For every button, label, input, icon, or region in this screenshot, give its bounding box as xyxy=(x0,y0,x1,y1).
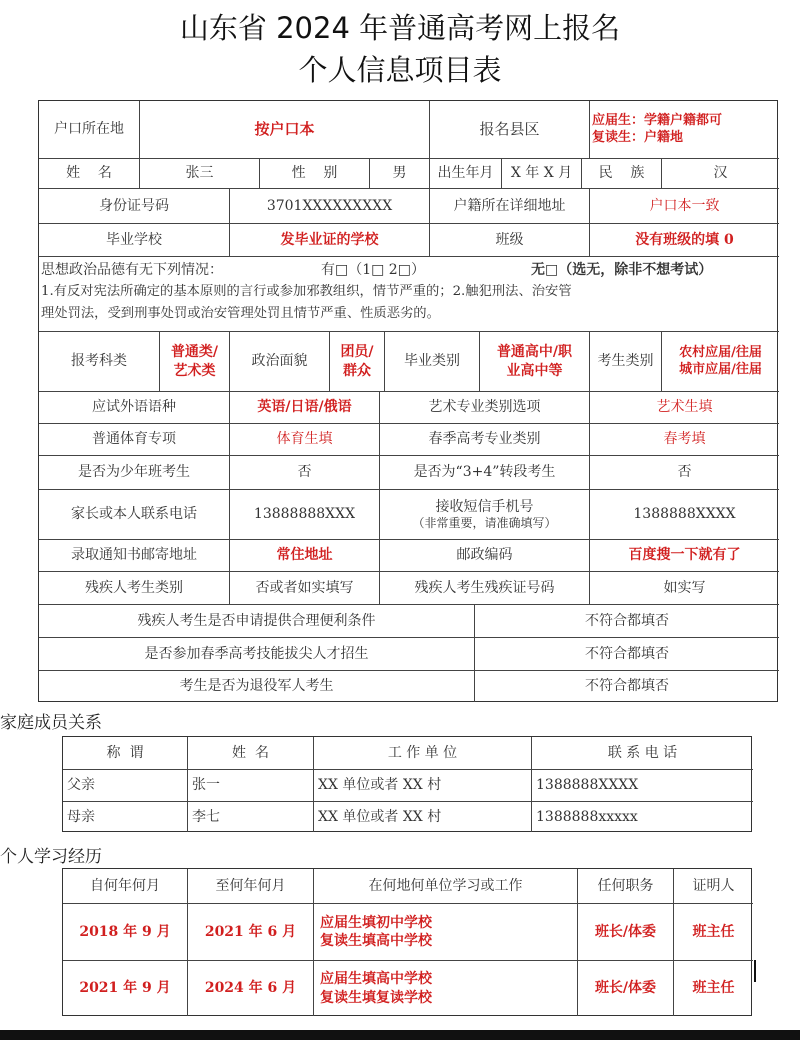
hukou-value[interactable]: 按户口本 xyxy=(139,101,429,158)
political-value-line2: 群众 xyxy=(343,362,371,379)
hukou-label: 户口所在地 xyxy=(54,121,124,138)
birth-value[interactable]: X 年 X 月 xyxy=(501,158,581,188)
family-cell-name[interactable]: 李七 xyxy=(187,801,313,832)
family-cell-phone[interactable]: 1388888XXXX xyxy=(531,769,753,801)
moral-text-1: 1.有反对宪法所确定的基本原则的言行或参加邪教组织，情节严重的；2.触犯刑法、治安管 xyxy=(41,284,572,299)
grad-label: 毕业类别 xyxy=(384,331,479,391)
study-table xyxy=(62,868,752,1016)
discert-label: 残疾人考生残疾证号码 xyxy=(379,571,589,604)
family-header-work: 工 作 单 位 xyxy=(313,737,531,769)
study-header-witness: 证明人 xyxy=(673,869,753,903)
lang-label: 应试外语语种 xyxy=(39,391,229,423)
ethnic-label: 民 族 xyxy=(581,158,661,188)
sms-label xyxy=(379,489,589,539)
study-header-to: 至何年何月 xyxy=(187,869,313,903)
study-cell-place[interactable] xyxy=(313,903,577,960)
family-cell-work[interactable]: XX 单位或者 XX 村 xyxy=(313,801,531,832)
zip-value[interactable]: 百度搜一下就有了 xyxy=(589,539,779,571)
pe-value[interactable]: 体育生填 xyxy=(229,423,379,455)
study-place-line1: 应届生填初中学校 xyxy=(320,914,432,931)
study-cell-duty[interactable]: 班长/体委 xyxy=(577,960,673,1016)
veteran-label: 考生是否为退役军人考生 xyxy=(39,670,474,702)
sex-label: 性 别 xyxy=(259,158,369,188)
county-value[interactable] xyxy=(589,101,779,158)
mail-label: 录取通知书邮寄地址 xyxy=(39,539,229,571)
cand-value[interactable] xyxy=(661,331,779,391)
family-header-phone: 联 系 电 话 xyxy=(531,737,753,769)
dis-value[interactable]: 否或者如实填写 xyxy=(229,571,379,604)
study-cell-witness[interactable]: 班主任 xyxy=(673,960,753,1016)
class-label: 班级 xyxy=(429,223,589,256)
study-cell-duty[interactable]: 班长/体委 xyxy=(577,903,673,960)
family-cell-relation[interactable]: 母亲 xyxy=(63,801,187,832)
veteran-value[interactable]: 不符合都填否 xyxy=(474,670,779,702)
id-value[interactable]: 3701XXXXXXXXX xyxy=(229,188,429,223)
moral-question: 思想政治品德有无下列情况： xyxy=(41,262,223,278)
bottom-edge-bar xyxy=(0,1030,800,1040)
sms-label-line2: （非常重要，请准确填写） xyxy=(412,515,557,530)
sms-value[interactable]: 1388888XXXX xyxy=(589,489,779,539)
phone-value[interactable]: 13888888XXX xyxy=(229,489,379,539)
family-header-name: 姓 名 xyxy=(187,737,313,769)
family-section-title: 家庭成员关系 xyxy=(0,713,102,733)
zip-label: 邮政编码 xyxy=(379,539,589,571)
study-cell-to[interactable]: 2021 年 6 月 xyxy=(187,903,313,960)
accommodation-label: 残疾人考生是否申请提供合理便利条件 xyxy=(39,604,474,637)
county-value-line2: 复读生：户籍地 xyxy=(592,129,684,145)
subject-value-line2: 艺术类 xyxy=(173,362,216,379)
ethnic-value[interactable]: 汉 xyxy=(661,158,779,188)
cursor-mark xyxy=(754,960,756,982)
tf-value[interactable]: 否 xyxy=(589,455,779,489)
study-cell-from[interactable]: 2021 年 9 月 xyxy=(63,960,187,1016)
family-cell-relation[interactable]: 父亲 xyxy=(63,769,187,801)
grad-value-line2: 业高中等 xyxy=(506,362,563,379)
junior-label: 是否为少年班考生 xyxy=(39,455,229,489)
id-label: 身份证号码 xyxy=(39,188,229,223)
tf-label: 是否为“3+4”转段考生 xyxy=(379,455,589,489)
school-label: 毕业学校 xyxy=(39,223,229,256)
study-cell-from[interactable]: 2018 年 9 月 xyxy=(63,903,187,960)
birth-label: 出生年月 xyxy=(429,158,501,188)
study-cell-place[interactable] xyxy=(313,960,577,1016)
art-value[interactable]: 艺术生填 xyxy=(589,391,779,423)
political-label: 政治面貌 xyxy=(229,331,329,391)
cand-value-line2: 城市应届/往届 xyxy=(679,361,762,377)
name-label: 姓 名 xyxy=(39,158,139,188)
spring-label: 春季高考专业类别 xyxy=(379,423,589,455)
county-label: 报名县区 xyxy=(429,101,589,158)
addr-value[interactable]: 户口本一致 xyxy=(589,188,779,223)
subject-value-line1: 普通类/ xyxy=(170,344,219,361)
subject-value[interactable] xyxy=(159,331,229,391)
county-value-line1: 应届生：学籍户籍都可 xyxy=(592,112,723,128)
family-cell-phone[interactable]: 1388888xxxxx xyxy=(531,801,753,832)
page-subtitle: 个人信息项目表 xyxy=(298,53,502,87)
study-place-line1: 应届生填高中学校 xyxy=(320,971,432,988)
study-place-line2: 复读生填复读学校 xyxy=(320,989,432,1006)
moral-no[interactable]: 无□（选无，除非不想考试） xyxy=(531,262,713,278)
name-value[interactable]: 张三 xyxy=(139,158,259,188)
family-table xyxy=(62,736,752,832)
discert-value[interactable]: 如实写 xyxy=(589,571,779,604)
moral-block xyxy=(39,256,779,331)
cand-value-line1: 农村应届/往届 xyxy=(679,344,762,360)
study-header-from: 自何年何月 xyxy=(90,877,160,894)
mail-value[interactable]: 常住地址 xyxy=(229,539,379,571)
study-header-duty: 任何职务 xyxy=(577,869,673,903)
study-header-place: 在何地何单位学习或工作 xyxy=(313,869,577,903)
lang-value[interactable]: 英语/日语/俄语 xyxy=(229,391,379,423)
study-place-line2: 复读生填高中学校 xyxy=(320,933,432,949)
skill-talent-value[interactable]: 不符合都填否 xyxy=(474,637,779,670)
sms-label-line1: 接收短信手机号 xyxy=(435,498,534,515)
study-cell-witness[interactable]: 班主任 xyxy=(673,903,753,960)
spring-value[interactable]: 春考填 xyxy=(589,423,779,455)
pe-label: 普通体育专项 xyxy=(39,423,229,455)
subject-label: 报考科类 xyxy=(39,331,159,391)
study-section-title: 个人学习经历 xyxy=(0,847,102,867)
study-cell-to[interactable]: 2024 年 6 月 xyxy=(187,960,313,1016)
cand-label: 考生类别 xyxy=(589,331,661,391)
political-value[interactable] xyxy=(329,331,384,391)
class-value[interactable]: 没有班级的填 0 xyxy=(589,223,779,256)
moral-text-2: 理处罚法，受到刑事处罚或治安管理处罚且情节严重、性质恶劣的。 xyxy=(41,306,440,321)
grad-value[interactable] xyxy=(479,331,589,391)
junior-value[interactable]: 否 xyxy=(229,455,379,489)
school-value[interactable]: 发毕业证的学校 xyxy=(229,223,429,256)
dis-label: 残疾人考生类别 xyxy=(39,571,229,604)
art-label: 艺术专业类别选项 xyxy=(379,391,589,423)
addr-label: 户籍所在详细地址 xyxy=(429,188,589,223)
phone-label: 家长或本人联系电话 xyxy=(39,489,229,539)
grad-value-line1: 普通高中/职 xyxy=(496,344,573,361)
family-cell-name[interactable]: 张一 xyxy=(187,769,313,801)
info-form xyxy=(38,100,778,702)
family-header-relation: 称 谓 xyxy=(106,744,144,761)
skill-talent-label: 是否参加春季高考技能拔尖人才招生 xyxy=(39,637,474,670)
page-title: 山东省 2024 年普通高考网上报名 xyxy=(179,11,621,45)
moral-yes[interactable]: 有□（1□ 2□） xyxy=(321,262,425,278)
family-cell-work[interactable]: XX 单位或者 XX 村 xyxy=(313,769,531,801)
political-value-line1: 团员/ xyxy=(340,344,374,361)
sex-value[interactable]: 男 xyxy=(369,158,429,188)
accommodation-value[interactable]: 不符合都填否 xyxy=(474,604,779,637)
